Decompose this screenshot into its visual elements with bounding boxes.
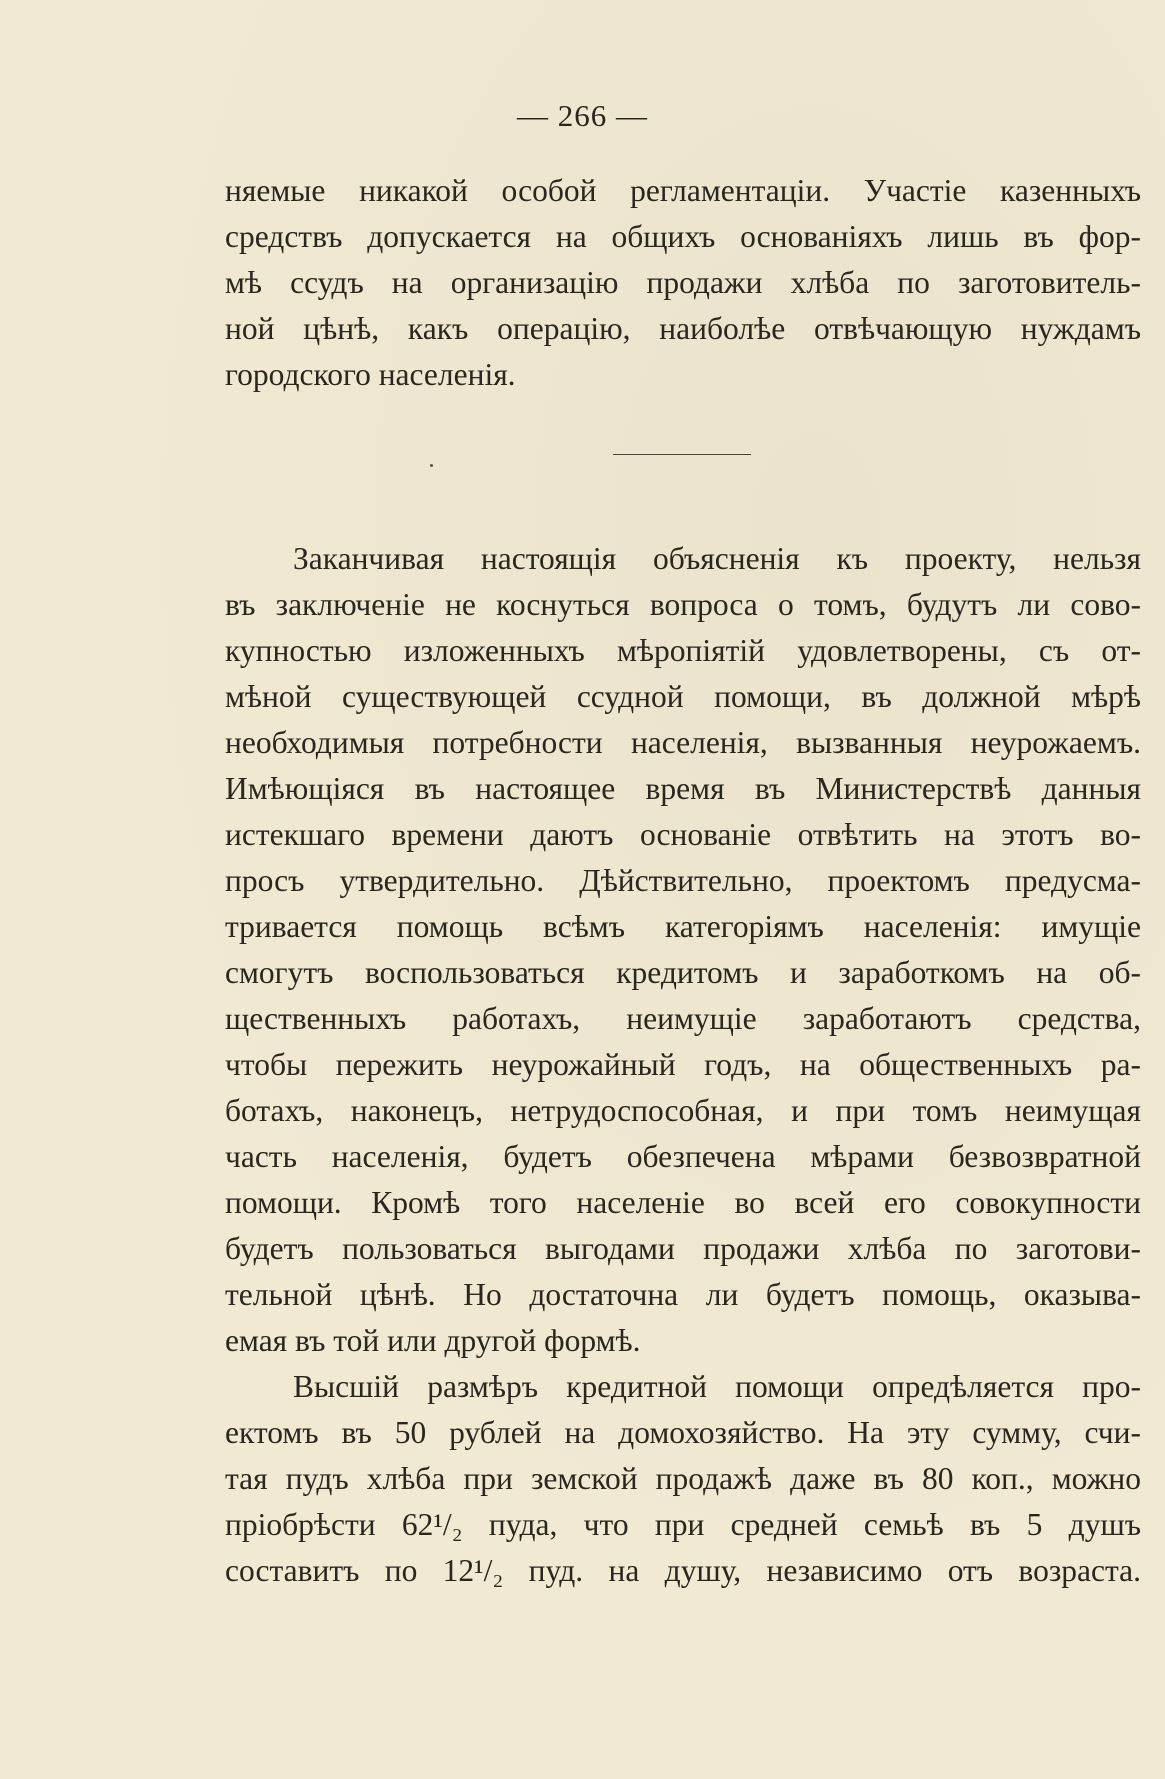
page-number: — 266 — bbox=[517, 98, 648, 133]
text-line: Заканчивая настоящія объясненія къ проекту, нельзя bbox=[293, 541, 1141, 576]
text-line: ботахъ, наконецъ, нетрудоспособная, и при томъ неимущая bbox=[225, 1093, 1141, 1128]
text-line: городского населенія. bbox=[225, 357, 516, 392]
text-line: пріобрѣсти 62¹/₂ пуда, что при средней семьѣ въ 5 душъ bbox=[225, 1507, 1141, 1542]
paragraph-1 bbox=[225, 168, 1141, 398]
text-line: емая въ той или другой формѣ. bbox=[225, 1323, 641, 1358]
text-line: тая пудъ хлѣба при земской продажѣ даже въ 80 коп., можно bbox=[225, 1461, 1141, 1496]
text-line: Высшій размѣръ кредитной помощи опредѣляется про- bbox=[293, 1369, 1141, 1404]
paragraph-2 bbox=[225, 536, 1141, 1594]
text-line: ектомъ въ 50 рублей на домохозяйство. На эту сумму, счи- bbox=[225, 1415, 1141, 1450]
text-line: необходимыя потребности населенія, вызванныя неурожаемъ. bbox=[225, 725, 1141, 760]
text-line: помощи. Кромѣ того населеніе во всей его совокупности bbox=[225, 1185, 1141, 1220]
text-line: просъ утвердительно. Дѣйствительно, проектомъ предусма- bbox=[225, 863, 1141, 898]
text-line: истекшаго времени даютъ основаніе отвѣтить на этотъ во- bbox=[225, 817, 1141, 852]
text-line: въ заключеніе не коснуться вопроса о томъ, будутъ ли сово- bbox=[225, 587, 1141, 622]
text-line: мѣ ссудъ на организацію продажи хлѣба по заготовитель- bbox=[225, 265, 1141, 300]
text-line: составитъ по 12¹/₂ пуд. на душу, независимо отъ возраста. bbox=[225, 1553, 1141, 1588]
text-line: будетъ пользоваться выгодами продажи хлѣба по заготови- bbox=[225, 1231, 1141, 1266]
text-line: тривается помощь всѣмъ категоріямъ населенія: имущіе bbox=[225, 909, 1141, 944]
text-line: чтобы пережить неурожайный годъ, на общественныхъ ра- bbox=[225, 1047, 1141, 1082]
text-line: няемые никакой особой регламентаціи. Участіе казенныхъ bbox=[225, 173, 1141, 208]
text-line: смогутъ воспользоваться кредитомъ и заработкомъ на об- bbox=[225, 955, 1141, 990]
text-line: часть населенія, будетъ обезпечена мѣрами безвозвратной bbox=[225, 1139, 1141, 1174]
section-divider bbox=[613, 454, 751, 455]
text-line: мѣной существующей ссудной помощи, въ должной мѣрѣ bbox=[225, 679, 1141, 714]
text-line: щественныхъ работахъ, неимущіе заработаютъ средства, bbox=[225, 1001, 1141, 1036]
text-line: ной цѣнѣ, какъ операцію, наиболѣе отвѣчающую нуждамъ bbox=[225, 311, 1141, 346]
text-line: Имѣющіяся въ настоящее время въ Министерствѣ данныя bbox=[225, 771, 1141, 806]
text-line: купностью изложенныхъ мѣропіятій удовлетворены, съ от- bbox=[225, 633, 1141, 668]
text-line: средствъ допускается на общихъ основаніяхъ лишь въ фор- bbox=[225, 219, 1141, 254]
print-speck bbox=[430, 464, 433, 467]
text-line: тельной цѣнѣ. Но достаточна ли будетъ помощь, оказыва- bbox=[225, 1277, 1141, 1312]
